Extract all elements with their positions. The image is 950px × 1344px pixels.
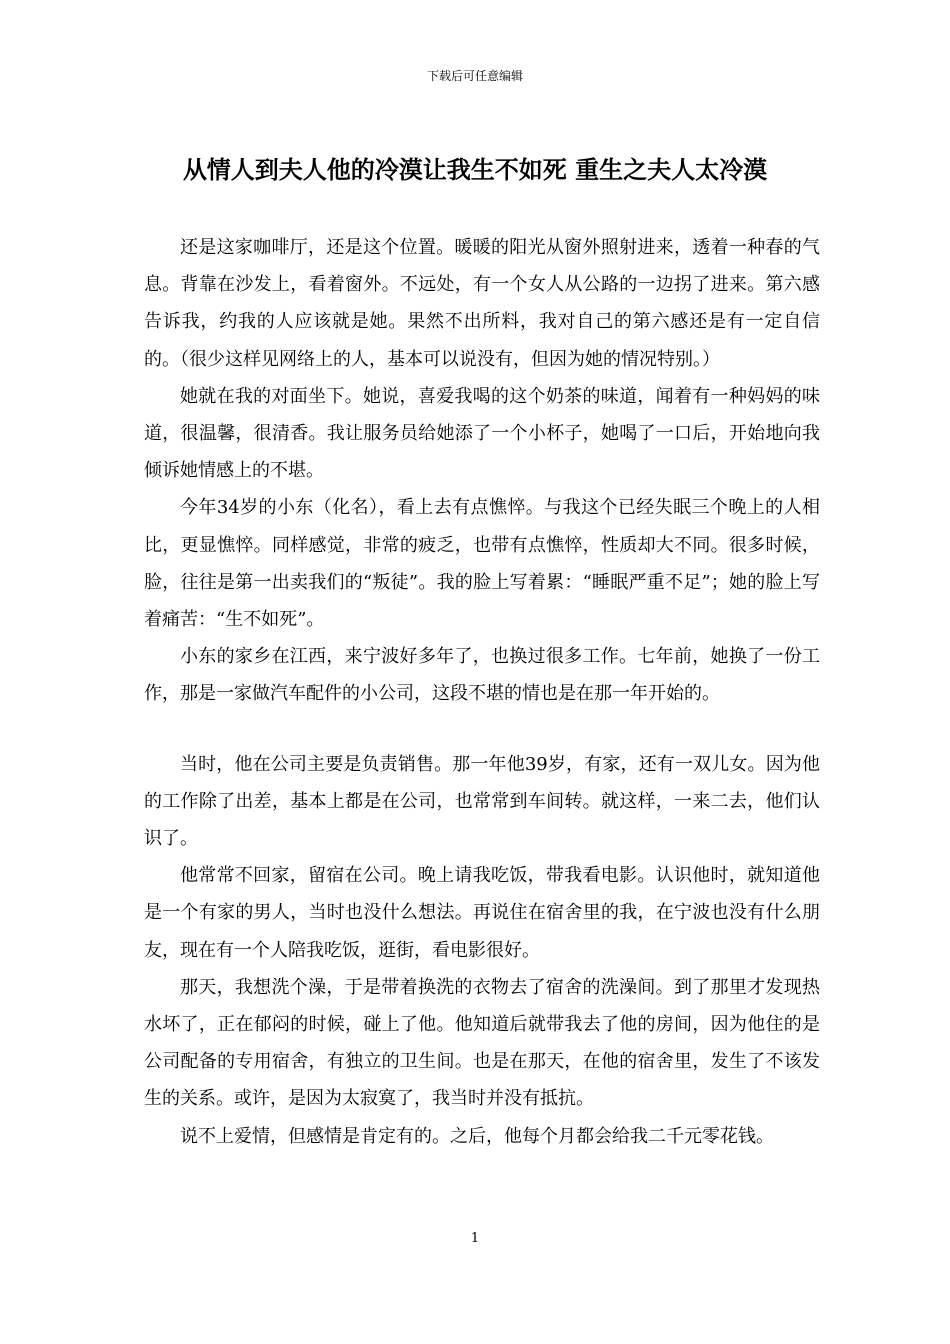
document-body	[144, 229, 820, 1155]
paragraph: 他常常不回家，留宿在公司。晚上请我吃饭，带我看电影。认识他时，就知道他是一个有家的男人，当时也没什么想法。再说住在宿舍里的我，在宁波也没有什么朋友，现在有一个人陪我吃饭，逛街，看电影很好。	[144, 865, 820, 961]
paragraph: 她就在我的对面坐下。她说，喜爱我喝的这个奶茶的味道，闻着有一种妈妈的味道，很温馨，很清香。我让服务员给她添了一个小杯子，她喝了一口后，开始地向我倾诉她情感上的不堪。	[144, 385, 820, 482]
header-note: 下载后可任意编辑	[426, 69, 523, 83]
paragraph: 那天，我想洗个澡，于是带着换洗的衣物去了宿舍的洗澡间。到了那里才发现热水坏了，正在郁闷的时候，碰上了他。他知道后就带我去了他的房间，因为他住的是公司配备的专用宿舍，有独立的卫生间。也是在那天，在他的宿舍里，发生了不该发生的关系。或许，是因为太寂寞了，我当时并没有抵抗。	[144, 976, 820, 1110]
page-number: 1	[470, 1231, 480, 1246]
paragraph: 还是这家咖啡厅，还是这个位置。暖暖的阳光从窗外照射进来，透着一种春的气息。背靠在沙发上，看着窗外。不远处，有一个女人从公路的一边拐了进来。第六感告诉我，约我的人应该就是她。果然不出所料，我对自己的第六感还是有一定自信的。（很少这样见网络上的人，基本可以说没有，但因为她的情况特别。）	[144, 237, 820, 370]
paragraph: 说不上爱情，但感情是肯定有的。之后，他每个月都会给我二千元零花钱。	[180, 1125, 774, 1147]
paragraph: 当时，他在公司主要是负责销售。那一年他39岁，有家，还有一双儿女。因为他的工作除了出差，基本上都是在公司，也常常到车间转。就这样，一来二去，他们认识了。	[144, 753, 820, 850]
document-title: 从情人到夫人他的冷漠让我生不如死 重生之夫人太冷漠	[182, 155, 768, 184]
paragraph: 今年34岁的小东（化名），看上去有点憔悴。与我这个已经失眠三个晚上的人相比，更显憔悴。同样感觉，非常的疲乏，也带有点憔悴，性质却大不同。很多时候，脸，往往是第一出卖我们的“叛徒”。我的脸上写着累：“睡眠严重不足”；她的脸上写着痛苦：“生不如死”。	[144, 497, 820, 631]
paragraph: 小东的家乡在江西，来宁波好多年了，也换过很多工作。七年前，她换了一份工作，那是一家做汽车配件的小公司，这段不堪的情也是在那一年开始的。	[144, 646, 820, 705]
